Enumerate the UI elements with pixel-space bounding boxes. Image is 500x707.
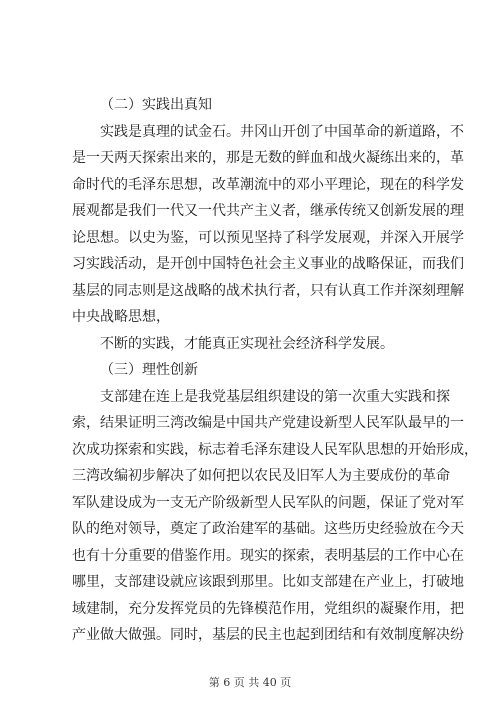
text-line: 基层的同志则是这战略的战术执行者，只有认真工作并深刻理解 (72, 282, 464, 299)
text-line: 展观都是我们一代又一代共产主义者，继承传统又创新发展的理 (72, 203, 464, 219)
text-line: 三湾改编初步解决了如何把以农民及旧军人为主要成份的革命 (72, 468, 450, 484)
text-line: 域建制，充分发挥党员的先锋模范作用，党组织的凝聚作用，把 (72, 600, 464, 617)
text-line: 不断的实践，才能真正实现社会经济科学发展。 (100, 335, 394, 352)
paragraph-practice-truth (72, 119, 464, 331)
text-line: 习实践活动，是开创中国特色社会主义事业的战略保证，而我们 (72, 256, 464, 272)
text-line: 产业做大做强。同时，基层的民主也起到团结和有效制度解决纷 (72, 627, 464, 643)
text-line: 实践是真理的试金石。井冈山开创了中国革命的新道路，不 (100, 123, 464, 140)
text-line: 索，结果证明三湾改编是中国共产党建设新型人民军队最早的一 (72, 415, 464, 431)
page-number-footer: 第 6 页 共 40 页 (208, 676, 292, 689)
text-line: 军队建设成为一支无产阶级新型人民军队的问题，保证了党对军 (72, 494, 464, 511)
paragraph-party-branch (72, 384, 478, 649)
text-line: 也有十分重要的借鉴作用。现实的探索，表明基层的工作中心在 (72, 547, 464, 564)
text-line: 命时代的毛泽东思想，改革潮流中的邓小平理论，现在的科学发 (72, 176, 464, 193)
paragraph-continuous-practice (72, 331, 435, 358)
text-line: 哪里，支部建设就应该跟到那里。比如支部建在产业上，打破地 (72, 574, 464, 590)
document-body (72, 92, 478, 649)
section-heading-practice: （二）实践出真知 (100, 97, 212, 113)
text-line: 支部建在连上是我党基层组织建设的第一次重大实践和探 (100, 388, 450, 405)
text-line: 中央战略思想， (72, 309, 170, 325)
text-line: 次成功探索和实践，标志着毛泽东建设人民军队思想的开始形成， (72, 441, 478, 458)
text-line: 论思想。以史为鉴，可以预见坚持了科学发展观，并深入开展学 (72, 229, 464, 246)
text-line: 队的绝对领导，奠定了政治建军的基础。这些历史经验放在今天 (72, 521, 464, 537)
text-line: 是一天两天探索出来的，那是无数的鲜血和战火凝练出来的，革 (72, 150, 464, 166)
section-heading-innovation: （三）理性创新 (100, 362, 198, 378)
